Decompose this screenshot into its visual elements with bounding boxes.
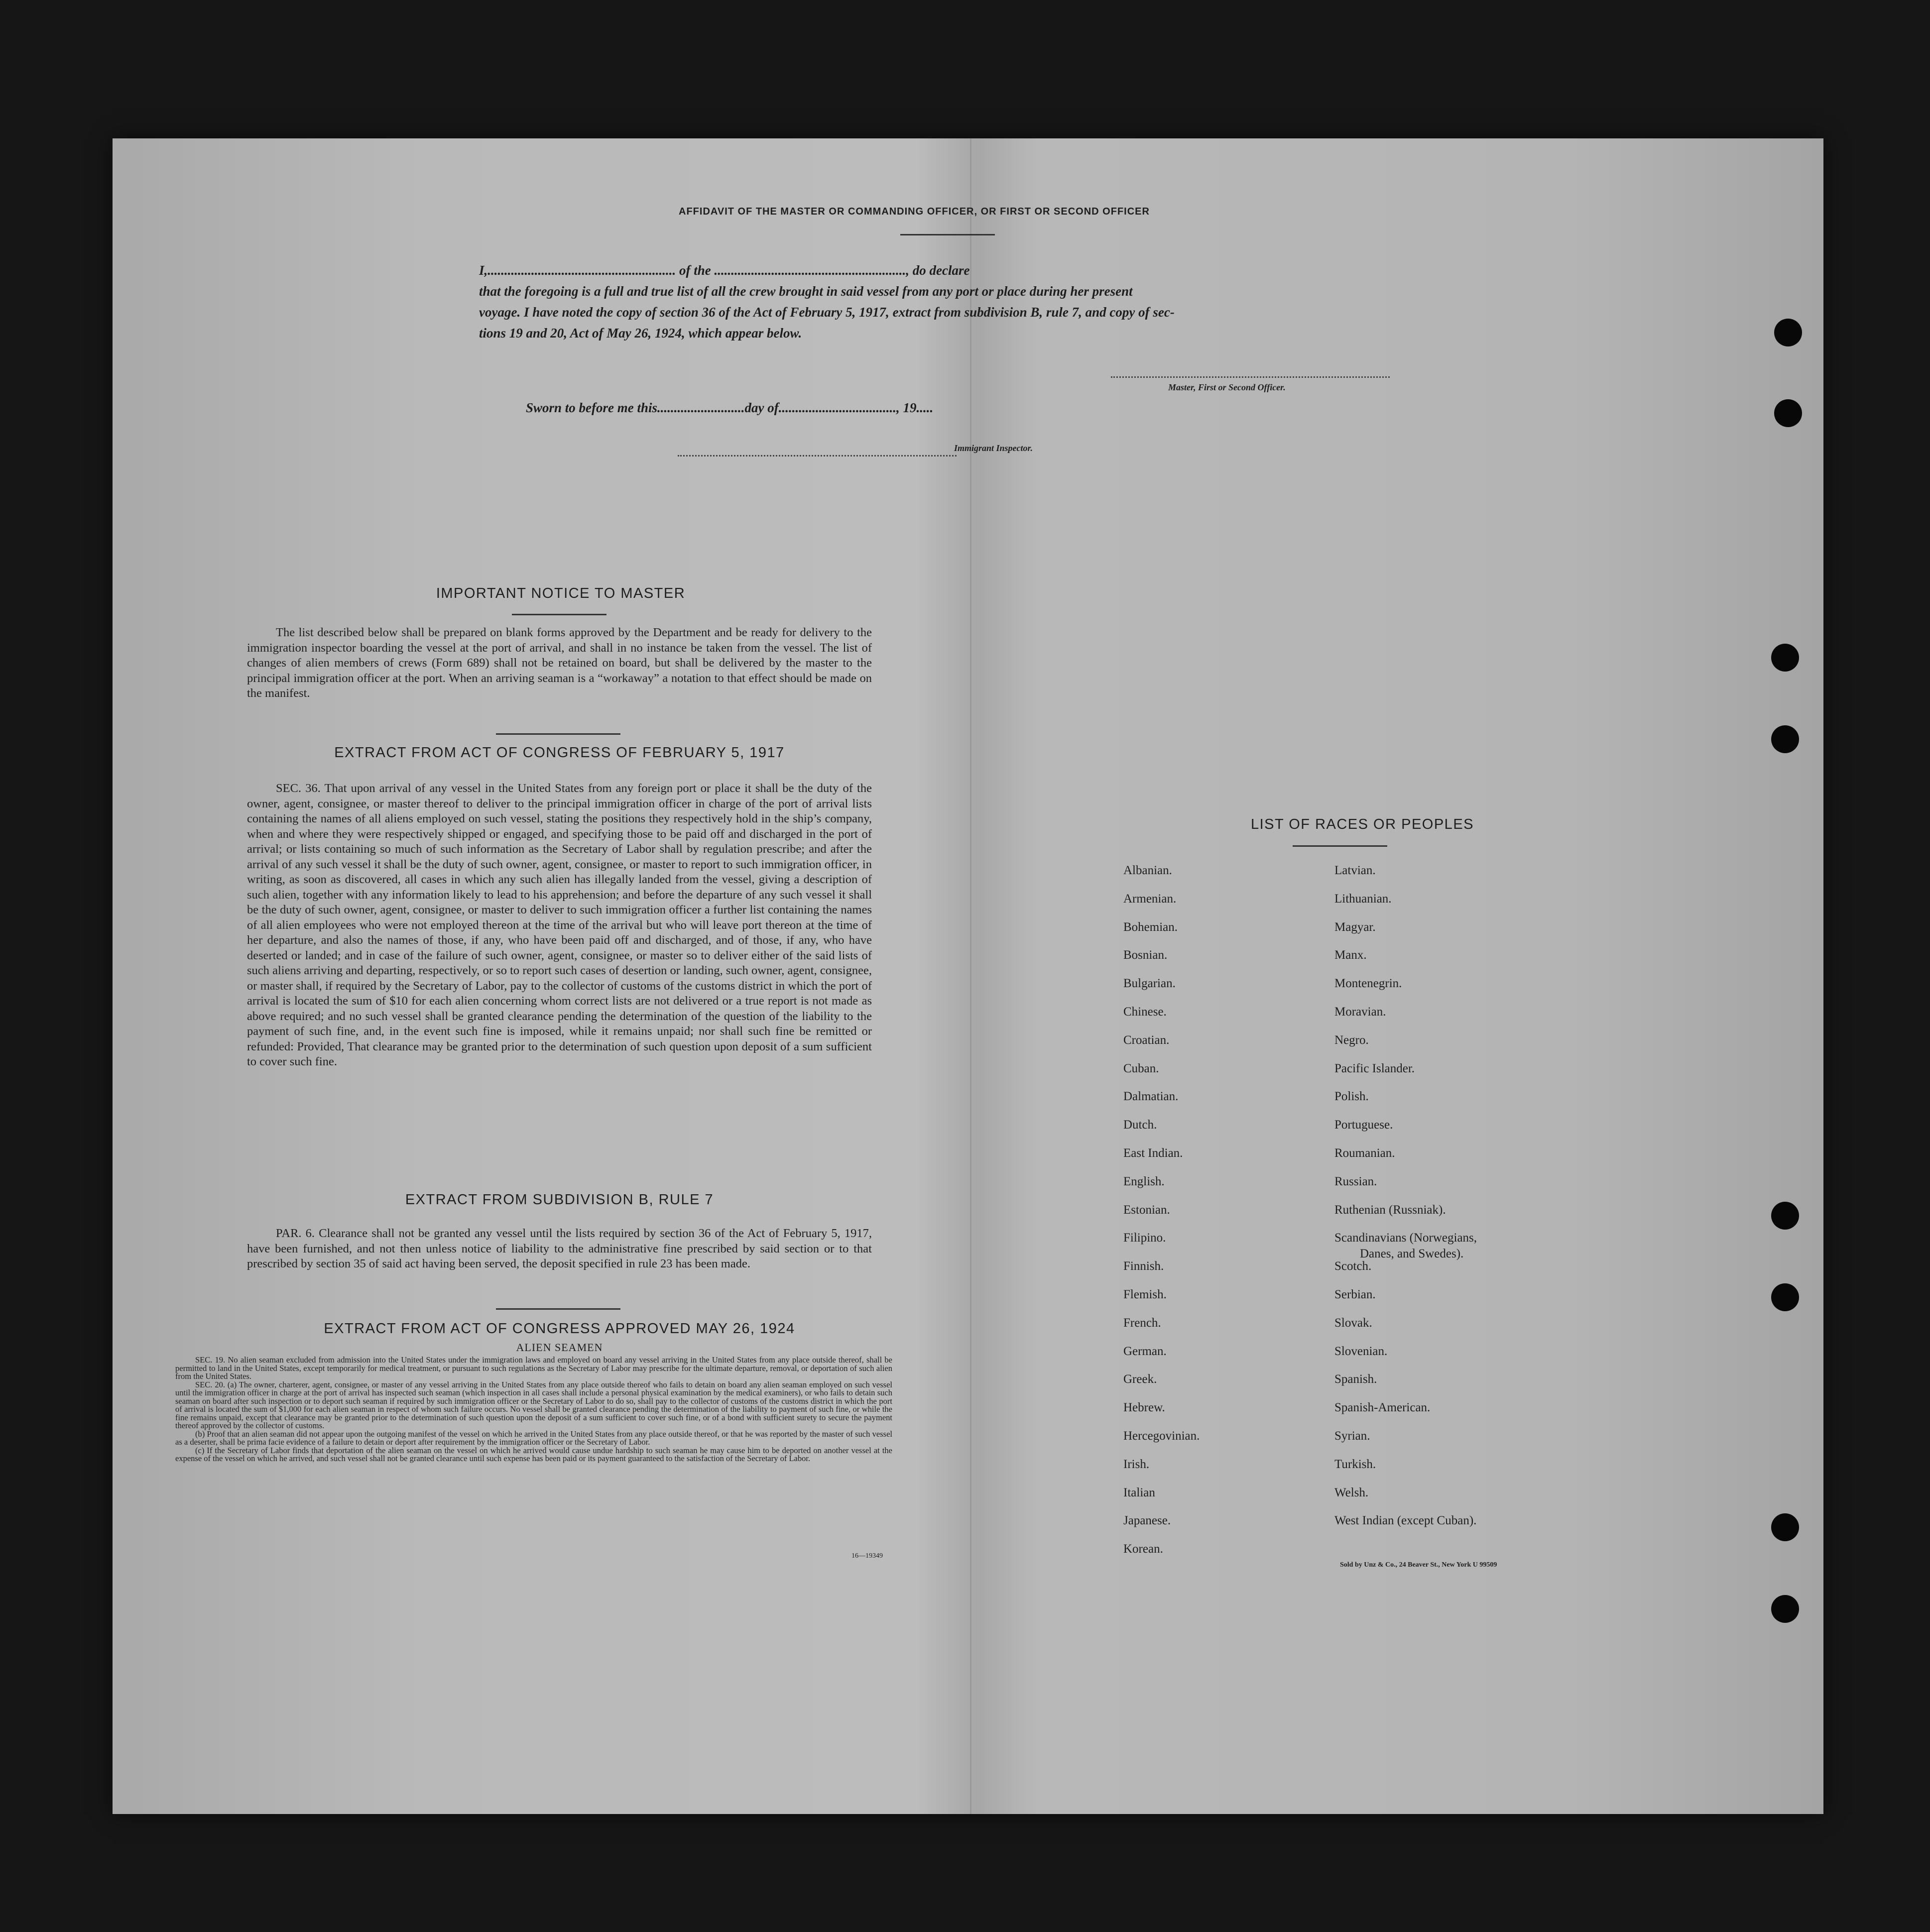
races-heading: LIST OF RACES OR PEOPLES (1250, 816, 1474, 832)
race-item: Italian (1123, 1485, 1155, 1499)
punch-hole (1771, 1202, 1799, 1230)
race-item: Turkish. (1334, 1457, 1376, 1471)
race-item: Russian. (1334, 1174, 1377, 1188)
extract-1924-text (175, 1356, 892, 1463)
race-item: Scandinavians (Norwegians, (1334, 1231, 1477, 1245)
affidavit-line-2: that the foregoing is a full and true list of all the crew brought in said vessel from any port or place during her present (479, 284, 1133, 299)
race-item: Portuguese. (1334, 1118, 1393, 1132)
punch-hole (1774, 399, 1802, 427)
extract-1917-heading: EXTRACT FROM ACT OF CONGRESS OF FEBRUARY 5, 1917 (334, 745, 785, 761)
race-item: Bosnian. (1123, 948, 1168, 962)
race-item: Magyar. (1334, 920, 1376, 934)
race-item: Irish. (1123, 1457, 1150, 1471)
race-item: French. (1123, 1316, 1161, 1330)
divider (900, 234, 995, 235)
race-item: Lithuanian. (1334, 892, 1392, 906)
affidavit-line-3: voyage. I have noted the copy of section 36 of the Act of February 5, 1917, extract from subdivision B, rule 7, and copy of sec- (479, 305, 1175, 320)
form-number: 16—19349 (851, 1552, 883, 1560)
divider (496, 1308, 620, 1310)
race-item: Cuban. (1123, 1061, 1159, 1075)
race-item: Syrian. (1334, 1429, 1370, 1443)
race-item: Bohemian. (1123, 920, 1178, 934)
notice-text (247, 625, 872, 701)
race-item: Dutch. (1123, 1118, 1157, 1132)
punch-hole (1774, 319, 1802, 346)
affidavit-title: AFFIDAVIT OF THE MASTER OR COMMANDING OFFICER, OR FIRST OR SECOND OFFICER (679, 206, 1150, 217)
race-item: Finnish. (1123, 1259, 1164, 1273)
punch-hole (1771, 1513, 1799, 1541)
race-item: Slovenian. (1334, 1344, 1388, 1358)
race-item: Latvian. (1334, 864, 1376, 877)
rule-7-heading: EXTRACT FROM SUBDIVISION B, RULE 7 (405, 1192, 714, 1208)
race-item: Japanese. (1123, 1514, 1171, 1528)
race-item: Pacific Islander. (1334, 1061, 1415, 1075)
race-item: English. (1123, 1174, 1165, 1188)
punch-hole (1771, 725, 1799, 753)
race-item: Slovak. (1334, 1316, 1372, 1330)
inspector-signature-label: Immigrant Inspector. (954, 443, 1033, 453)
race-item: Filipino. (1123, 1231, 1166, 1245)
race-item: Danes, and Swedes). (1360, 1247, 1464, 1261)
notice-paragraph: The list described below shall be prepared on blank forms approved by the Department and be ready for delivery to the immigration inspector boarding the vessel at the port of arrival, and shall in no instance be taken from the vessel. The list of changes of alien members of crews (Form 689) shall not be retained on board, but shall be delivered by the master to the principal immigration officer at the port. When an arriving seaman is a “workaway” a notation to that effect should be made on the manifest. (247, 626, 872, 700)
inspector-signature-line (678, 455, 957, 456)
race-item: Ruthenian (Russniak). (1334, 1203, 1446, 1217)
paragraph-6: PAR. 6. Clearance shall not be granted any vessel until the lists required by section 36 of the Act of February 5, 1917, have been furnished, and not then unless notice of liability to the administrative fine prescribed by said section or to that prescribed by section 35 of said act having been served, the deposit specified in rule 23 has been made. (247, 1227, 872, 1270)
punch-hole (1771, 644, 1799, 672)
race-item: Armenian. (1123, 892, 1177, 906)
race-item: Estonian. (1123, 1203, 1170, 1217)
race-item: West Indian (except Cuban). (1334, 1514, 1477, 1528)
affidavit-declaration (479, 260, 1435, 343)
race-item: Moravian. (1334, 1005, 1386, 1019)
race-item: German. (1123, 1344, 1167, 1358)
race-item: Albanian. (1123, 864, 1172, 877)
alien-seamen-subheading: ALIEN SEAMEN (516, 1341, 603, 1354)
section-20c-paragraph: (c) If the Secretary of Labor finds that deportation of the alien seaman on the vessel on which he arrived would cause undue hardship to such seaman he may cause him to be deported on another vessel at the expense of the vessel on which he arrived, and such vessel shall not be granted clearance until such expense has been paid or its payment guaranteed to the satisfaction of the Secretary of Labor. (175, 1445, 892, 1463)
divider (496, 733, 620, 735)
race-item: Bulgarian. (1123, 977, 1176, 991)
section-36-paragraph: SEC. 36. That upon arrival of any vessel in the United States from any foreign port or place it shall be the duty of the owner, agent, consignee, or master thereof to deliver to the principal immigration officer in charge of the port of arrival lists containing the names of all aliens employed on such vessel, stating the positions they respectively hold in the ship’s company, when and where they were respectively shipped or engaged, and specifying those to be paid off and discharged in the port of arrival; or lists containing so much of such information as the Secretary of Labor shall by regulation prescribe; and after the arrival of any such vessel it shall be the duty of such owner, agent, consignee, or master to report to such immigration officer, in writing, as soon as discovered, all cases in which any such alien has illegally landed from the vessel, giving a description of such alien, together with any information likely to lead to his apprehension; and before the departure of any such vessel it shall be the duty of such owner, agent, consignee, or master to deliver to such immigration officer a further list containing the names of all alien employees who were not employed thereon at the time of the arrival but who will leave port thereon at the time of her departure, and also the names of those, if any, who have been paid off and discharged, and of those, if any, who have deserted or landed; and in case of the failure of such owner, agent, consignee, or master so to deliver either of the said lists of such aliens arriving and departing, respectively, or so to report such cases of desertion or landing, such owner, agent, consignee, or master shall, if required by the Secretary of Labor, pay to the collector of customs of the customs district in which the port of arrival is located the sum of $10 for each alien concerning whom correct lists are not delivered or a true report is not made as above required; and no such vessel shall be granted clearance pending the determination of the question of the liability to the payment of such fine, and, in the event such fine is imposed, while it remains unpaid; nor shall such fine be remitted or refunded: Provided, That clearance may be granted prior to the determination of such question upon deposit of a sum sufficient to cover such fine. (247, 782, 872, 1068)
divider (512, 614, 606, 615)
race-item: Korean. (1123, 1542, 1163, 1556)
extract-1917-text (247, 781, 872, 1070)
affidavit-line-1: I,........................................................ of the ........................................................., do declare (479, 263, 970, 278)
sworn-statement: Sworn to before me this..........................day of..................................., 19..... (526, 400, 934, 415)
race-item: Welsh. (1334, 1485, 1369, 1499)
master-signature-label: Master, First or Second Officer. (1168, 382, 1286, 392)
race-item: Manx. (1334, 948, 1367, 962)
race-item: Roumanian. (1334, 1146, 1395, 1160)
fold-crease (970, 138, 971, 1814)
race-item: East Indian. (1123, 1146, 1183, 1160)
punch-hole (1771, 1283, 1799, 1311)
race-item: Serbian. (1334, 1288, 1376, 1301)
section-19-paragraph: SEC. 19. No alien seaman excluded from admission into the United States under the immigration laws and employed on board any vessel arriving in the United States from any place outside thereof, shall be permitted to land in the United States, except temporarily for medical treatment, or pursuant to such regulations as the Secretary of Labor may prescribe for the ultimate departure, removal, or deportation of such alien from the United States. (175, 1355, 892, 1381)
master-signature-line (1111, 376, 1390, 378)
race-item: Chinese. (1123, 1005, 1167, 1019)
race-item: Polish. (1334, 1090, 1369, 1104)
printer-imprint: Sold by Unz & Co., 24 Beaver St., New York U 99509 (1340, 1561, 1497, 1569)
affidavit-line-4: tions 19 and 20, Act of May 26, 1924, which appear below. (479, 326, 802, 341)
notice-heading: IMPORTANT NOTICE TO MASTER (436, 585, 686, 601)
divider (1293, 845, 1387, 847)
race-item: Hebrew. (1123, 1401, 1165, 1415)
race-item: Greek. (1123, 1372, 1157, 1386)
race-item: Scotch. (1334, 1259, 1372, 1273)
race-item: Montenegrin. (1334, 977, 1402, 991)
punch-hole (1771, 1595, 1799, 1623)
rule-7-text (247, 1226, 872, 1272)
section-20b-paragraph: (b) Proof that an alien seaman did not appear upon the outgoing manifest of the vessel on which he arrived in the United States from any place outside thereof, or that he was reported by the master of such vessel as a deserter, shall be prima facie evidence of a failure to detain or deport after requirement by the immigration officer or the Secretary of Labor. (175, 1429, 892, 1447)
extract-1924-heading: EXTRACT FROM ACT OF CONGRESS APPROVED MAY 26, 1924 (324, 1321, 795, 1337)
race-item: Croatian. (1123, 1033, 1170, 1047)
race-item: Hercegovinian. (1123, 1429, 1200, 1443)
race-item: Dalmatian. (1123, 1090, 1179, 1104)
race-item: Negro. (1334, 1033, 1369, 1047)
race-item: Spanish. (1334, 1372, 1377, 1386)
race-item: Flemish. (1123, 1288, 1167, 1301)
section-20a-paragraph: SEC. 20. (a) The owner, charterer, agent, consignee, or master of any vessel arriving in the United States from any place outside thereof who fails to detain on board any alien seaman employed on such vessel until the immigration officer in charge at the port of arrival has inspected such seaman (which inspection in all cases shall include a personal physical examination by the medical examiners), or who fails to detain such seaman on board after such inspection or to deport such seaman if required by such immigration officer or the Secretary of Labor to do so, shall pay to the collector of customs of the customs district in which the port of arrival is located the sum of $1,000 for each alien seaman in respect of whom such failure occurs. No vessel shall be granted clearance pending the determination of the liability to payment of such fine, or while the fine remains unpaid, except that clearance may be granted prior to the determination of such question upon the deposit of a sum sufficient to cover such fine, or of a bond with sufficient surety to secure the payment thereof approved by the collector of customs. (175, 1379, 892, 1430)
document-page (113, 138, 1823, 1814)
race-item: Spanish-American. (1334, 1401, 1431, 1415)
